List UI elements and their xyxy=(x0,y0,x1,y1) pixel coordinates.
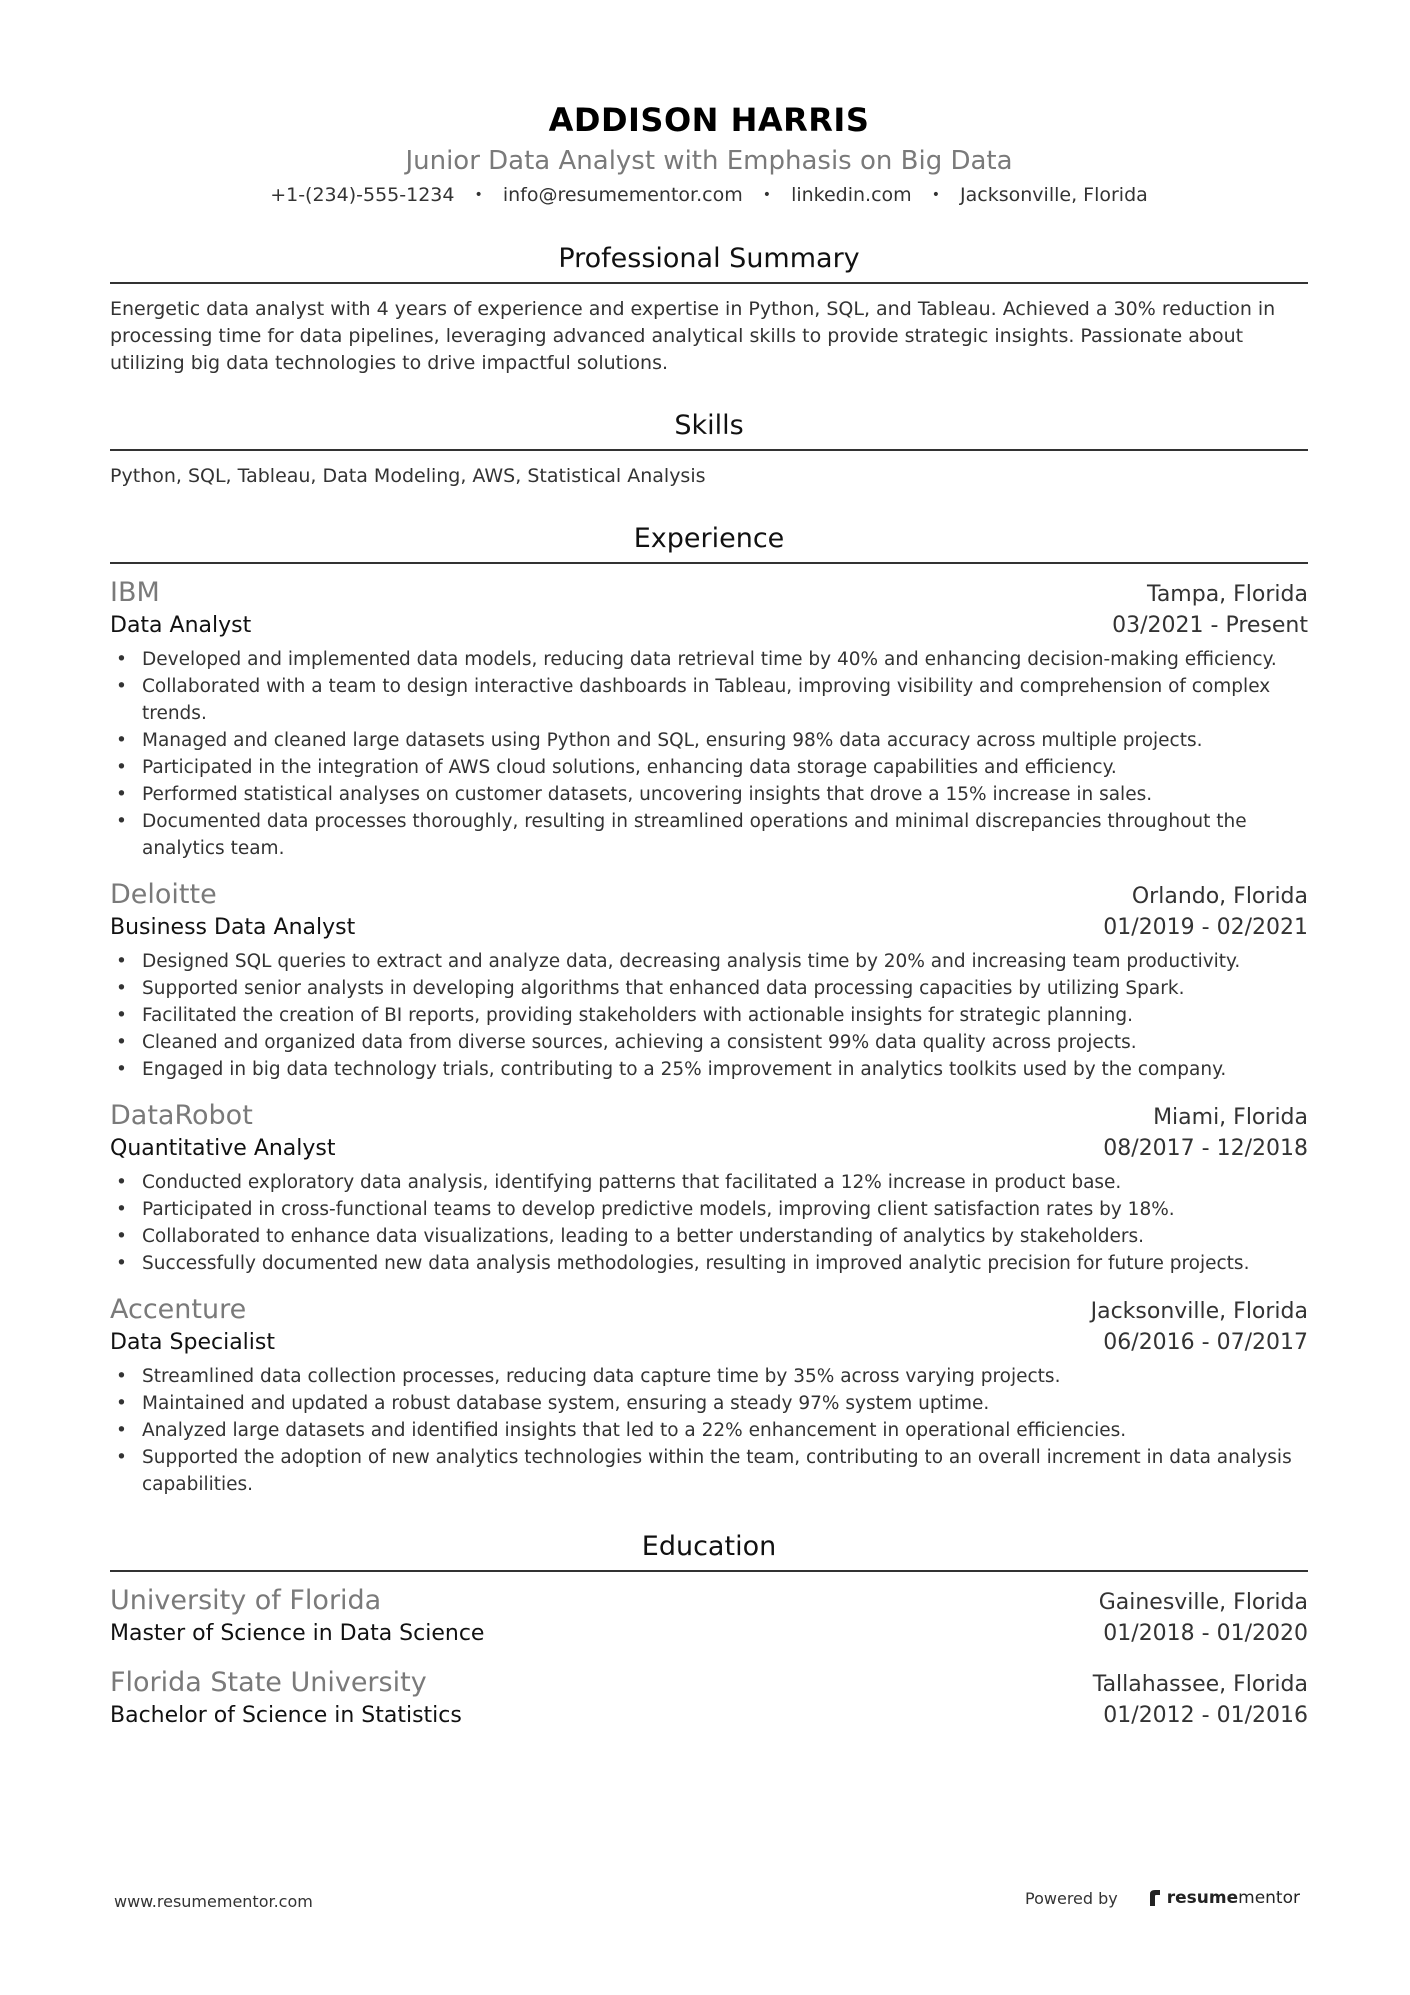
job-bullets xyxy=(110,646,1308,862)
company-name: Deloitte xyxy=(110,879,217,910)
candidate-title: Junior Data Analyst with Emphasis on Big Data xyxy=(405,146,1013,176)
job-bullet: • Participated in cross-functional teams to develop predictive models, improving client satisfaction rates by 18%. xyxy=(142,1196,1308,1223)
education-list xyxy=(110,1584,1308,1732)
experience-role-row xyxy=(110,1327,1308,1359)
job-bullet: • Supported the adoption of new analytics technologies within the team, contributing to an overall increment in data analysis capabilities. xyxy=(142,1444,1308,1498)
job-bullet: • Streamlined data collection processes, reducing data capture time by 35% across varying projects. xyxy=(142,1363,1308,1390)
resume-page xyxy=(110,96,1308,1732)
company-name: IBM xyxy=(110,577,160,608)
skills-section xyxy=(110,407,1308,490)
job-bullet: • Developed and implemented data models, reducing data retrieval time by 40% and enhancing decision-making efficiency. xyxy=(142,646,1308,673)
job-bullet: • Designed SQL queries to extract and analyze data, decreasing analysis time by 20% and increasing team productivity. xyxy=(142,948,1308,975)
job-bullet: • Supported senior analysts in developing algorithms that enhanced data processing capacities by utilizing Spark. xyxy=(142,975,1308,1002)
logo-text-mentor: mentor xyxy=(1238,1888,1300,1908)
experience-list xyxy=(110,576,1308,1498)
job-bullets xyxy=(110,1169,1308,1277)
job-bullet: • Analyzed large datasets and identified insights that led to a 22% enhancement in operational efficiencies. xyxy=(142,1417,1308,1444)
job-bullet: • Successfully documented new data analysis methodologies, resulting in improved analytic precision for future projects. xyxy=(142,1250,1308,1277)
contact-linkedin[interactable]: linkedin.com xyxy=(791,184,912,206)
company-name: Accenture xyxy=(110,1294,247,1325)
job-location: Jacksonville, Florida xyxy=(1090,1299,1308,1324)
powered-by-label: Powered by xyxy=(1025,1888,1118,1908)
job-bullet: • Collaborated to enhance data visualizations, leading to a better understanding of analytics by stakeholders. xyxy=(142,1223,1308,1250)
experience-header-row xyxy=(110,576,1308,610)
education-dates: 01/2012 - 01/2016 xyxy=(1103,1703,1308,1728)
job-bullet: • Documented data processes thoroughly, resulting in streamlined operations and minimal discrepancies throughout the analytics team. xyxy=(142,808,1308,862)
degree-name: Bachelor of Science in Statistics xyxy=(110,1703,462,1728)
school-name: University of Florida xyxy=(110,1585,382,1616)
experience-header-row xyxy=(110,878,1308,912)
job-bullet: • Conducted exploratory data analysis, identifying patterns that facilitated a 12% increase in product base. xyxy=(142,1169,1308,1196)
school-location: Gainesville, Florida xyxy=(1098,1590,1308,1615)
education-header-row xyxy=(110,1666,1308,1700)
experience-role-row xyxy=(110,912,1308,944)
education-dates: 01/2018 - 01/2020 xyxy=(1103,1621,1308,1646)
education-entry xyxy=(110,1584,1308,1650)
company-name: DataRobot xyxy=(110,1100,253,1131)
job-dates: 03/2021 - Present xyxy=(1112,613,1308,638)
school-name: Florida State University xyxy=(110,1667,427,1698)
contact-email[interactable]: info@resumementor.com xyxy=(502,184,743,206)
summary-section xyxy=(110,240,1308,377)
job-location: Tampa, Florida xyxy=(1147,582,1308,607)
experience-entry xyxy=(110,1099,1308,1277)
contact-separator: • xyxy=(931,187,940,203)
job-bullet: • Cleaned and organized data from diverse sources, achieving a consistent 99% data quality across projects. xyxy=(142,1029,1308,1056)
footer-website[interactable]: www.resumementor.com xyxy=(114,1892,313,1911)
skills-heading: Skills xyxy=(110,407,1308,451)
contact-location: Jacksonville, Florida xyxy=(960,184,1148,206)
contact-separator: • xyxy=(474,187,483,203)
job-dates: 08/2017 - 12/2018 xyxy=(1103,1136,1308,1161)
experience-header-row xyxy=(110,1293,1308,1327)
experience-role-row xyxy=(110,1133,1308,1165)
job-dates: 01/2019 - 02/2021 xyxy=(1103,915,1308,940)
resume-header xyxy=(110,96,1308,210)
education-section xyxy=(110,1528,1308,1732)
experience-section xyxy=(110,520,1308,1498)
experience-role-row xyxy=(110,610,1308,642)
summary-heading: Professional Summary xyxy=(110,240,1308,284)
job-bullets xyxy=(110,1363,1308,1498)
education-degree-row xyxy=(110,1618,1308,1650)
experience-header-row xyxy=(110,1099,1308,1133)
education-degree-row xyxy=(110,1700,1308,1732)
education-heading: Education xyxy=(110,1528,1308,1572)
logo-text-resume: resume xyxy=(1166,1888,1239,1908)
job-dates: 06/2016 - 07/2017 xyxy=(1103,1330,1308,1355)
job-bullet: • Engaged in big data technology trials, contributing to a 25% improvement in analytics toolkits used by the company. xyxy=(142,1056,1308,1083)
resumementor-logo[interactable] xyxy=(1148,1888,1300,1908)
education-entry xyxy=(110,1666,1308,1732)
job-bullet: • Collaborated with a team to design interactive dashboards in Tableau, improving visibility and comprehension of complex trends. xyxy=(142,673,1308,727)
job-title: Data Specialist xyxy=(110,1330,275,1355)
contact-separator: • xyxy=(762,187,772,203)
skills-text: Python, SQL, Tableau, Data Modeling, AWS, Statistical Analysis xyxy=(110,465,706,487)
experience-entry xyxy=(110,576,1308,862)
job-title: Business Data Analyst xyxy=(110,915,356,940)
candidate-name: ADDISON HARRIS xyxy=(548,101,870,139)
job-bullet: • Maintained and updated a robust database system, ensuring a steady 97% system uptime. xyxy=(142,1390,1308,1417)
job-location: Orlando, Florida xyxy=(1131,884,1308,909)
contact-phone: +1-(234)-555-1234 xyxy=(270,184,455,206)
experience-heading: Experience xyxy=(110,520,1308,564)
job-bullet: • Participated in the integration of AWS cloud solutions, enhancing data storage capabilities and efficiency. xyxy=(142,754,1308,781)
experience-entry xyxy=(110,878,1308,1083)
summary-text: Energetic data analyst with 4 years of experience and expertise in Python, SQL, and Tableau. Achieved a 30% reduction in processing time for data pipelines, leveraging advanced analytical skills to provide strategic insights. Passionate about utilizing big data technologies to drive impactful solutions. xyxy=(110,298,1276,374)
school-location: Tallahassee, Florida xyxy=(1092,1672,1308,1697)
degree-name: Master of Science in Data Science xyxy=(110,1621,485,1646)
job-bullet: • Managed and cleaned large datasets using Python and SQL, ensuring 98% data accuracy across multiple projects. xyxy=(142,727,1308,754)
job-bullets xyxy=(110,948,1308,1083)
experience-entry xyxy=(110,1293,1308,1498)
education-header-row xyxy=(110,1584,1308,1618)
contact-line xyxy=(110,180,1308,210)
resumementor-logo-icon xyxy=(1148,1889,1162,1907)
job-title: Quantitative Analyst xyxy=(110,1136,336,1161)
footer-branding xyxy=(1025,1888,1300,1908)
job-location: Miami, Florida xyxy=(1153,1105,1308,1130)
job-bullet: • Facilitated the creation of BI reports, providing stakeholders with actionable insights for strategic planning. xyxy=(142,1002,1308,1029)
job-title: Data Analyst xyxy=(110,613,252,638)
job-bullet: • Performed statistical analyses on customer datasets, uncovering insights that drove a 15% increase in sales. xyxy=(142,781,1308,808)
